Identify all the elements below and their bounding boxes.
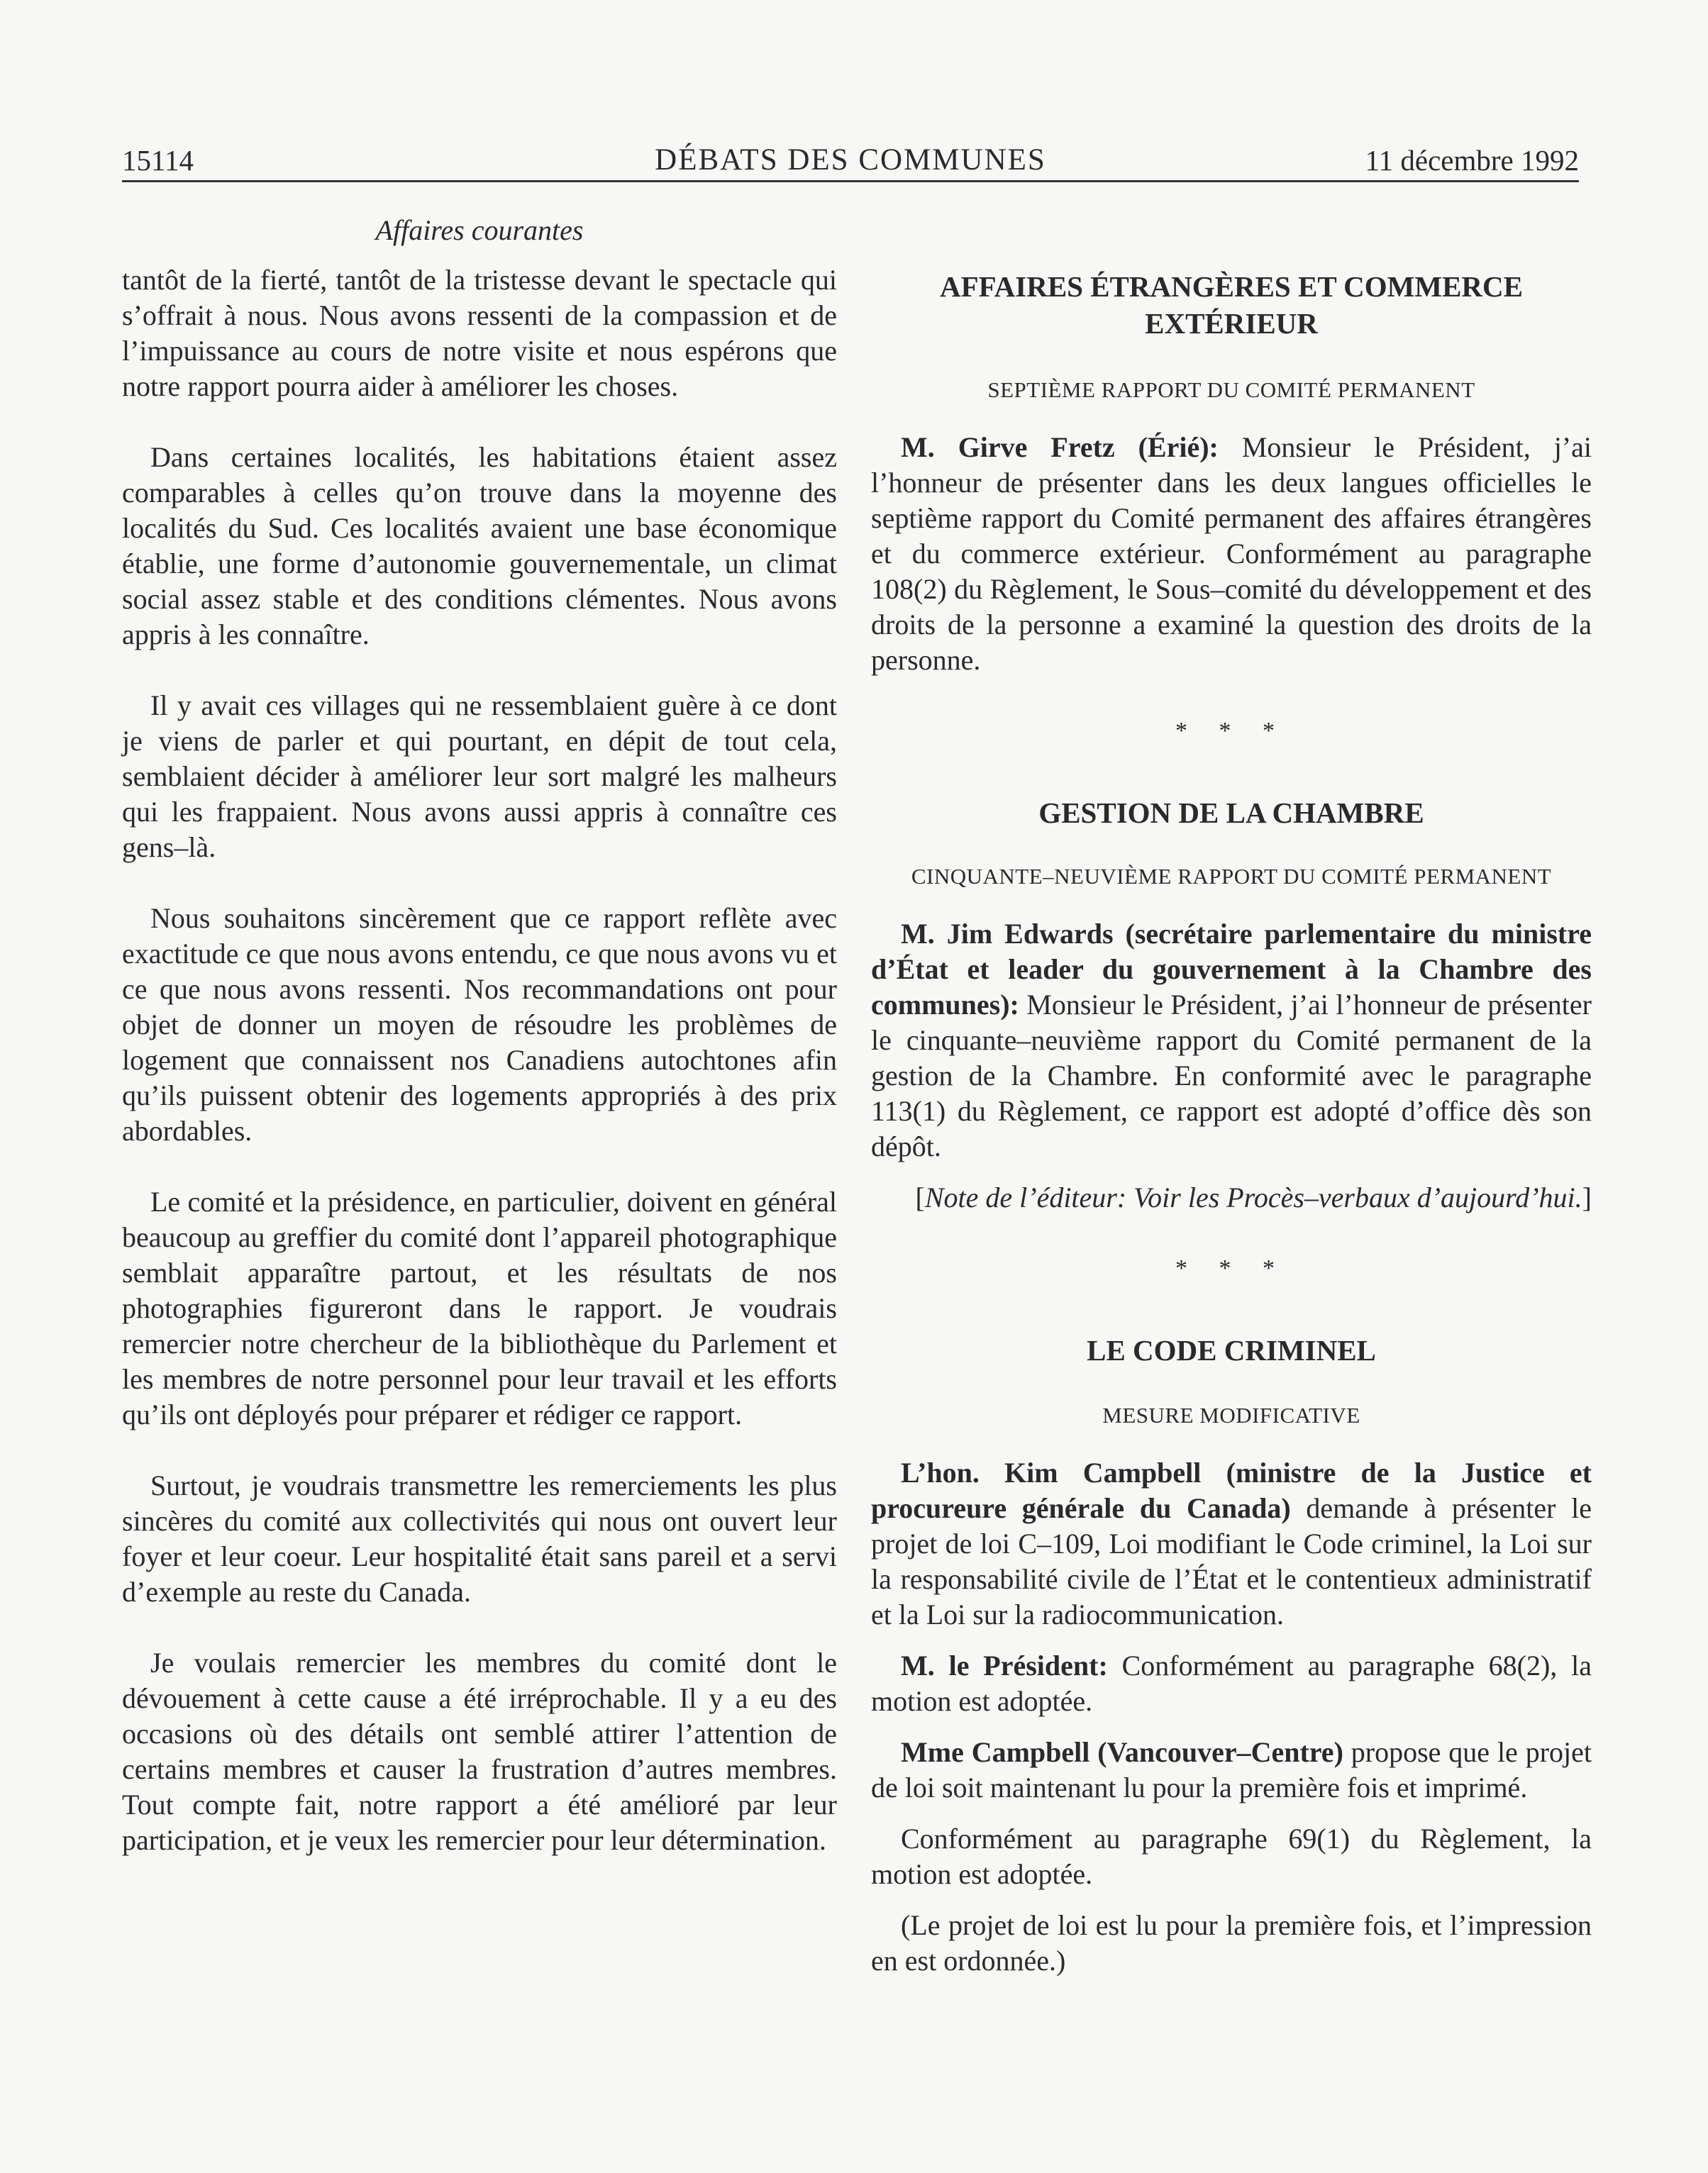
- section-title: LE CODE CRIMINEL: [1087, 1334, 1376, 1367]
- section-subtitle: MESURE MODIFICATIVE: [1102, 1403, 1360, 1428]
- statement-paragraph: [871, 1648, 1592, 1719]
- statement-paragraph: (Le projet de loi est lu pour la première fois, et l’impression en est ordonnée.): [871, 1909, 1592, 1977]
- note-bracket-close: ]: [1582, 1182, 1592, 1213]
- page-header: [122, 139, 1579, 182]
- paragraph: Le comité et la présidence, en particulier, doivent en général beaucoup au greffier du comité dont l’appareil photographique semblait apparaître partout, et les résultats de nos photographies figureront dans le rapport. Je voudrais remercier notre chercheur de la bibliothèque du Parlement et les membres de notre personnel pour leur travail et les efforts qu’ils ont déployés pour préparer et rédiger ce rapport.: [122, 1186, 837, 1430]
- statement-text: demande à présenter le projet de loi C–109, Loi modifiant le Code criminel, la Loi sur la responsabilité civile de l’État et le contentieux administratif et la Loi sur la radiocommunication.: [871, 1492, 1592, 1630]
- header-rule: [122, 180, 1579, 182]
- speaker-name: M. le Président:: [901, 1650, 1108, 1682]
- section-title: AFFAIRES ÉTRANGÈRES ET COMMERCE EXTÉRIEUR: [939, 270, 1523, 340]
- paragraph: Je voulais remercier les membres du comité dont le dévouement à cette cause a été irréprochable. Il y a eu des occasions où des détails ont semblé attirer l’attention de certains membres et causer la frustration d’autres membres. Tout compte fait, notre rapport a été amélioré par leur participation, et je veux les remercier pour leur détermination.: [122, 1647, 837, 1856]
- section-separator: * * *: [1175, 718, 1287, 744]
- statement-paragraph: [871, 916, 1592, 1165]
- publication-date: 11 décembre 1992: [1365, 144, 1579, 177]
- statement-paragraph: [871, 430, 1592, 678]
- paragraph: Il y avait ces villages qui ne ressemblaient guère à ce dont je viens de parler et qui pourtant, en dépit de tout cela, semblaient décider à améliorer leur sort malgré les malheurs qui les frappaient. Nous avons aussi appris à connaître ces gens–là.: [122, 689, 837, 863]
- statement-paragraph: [871, 1455, 1592, 1633]
- paragraph: Dans certaines localités, les habitations étaient assez comparables à celles qu’on trouve dans la moyenne des localités du Sud. Ces localités avaient une base économique établie, une forme d’autonomie gouvernementale, un climat social assez stable et des conditions clémentes. Nous avons appris à les connaître.: [122, 441, 837, 650]
- editor-note: [871, 1180, 1592, 1216]
- speaker-name: M. Jim Edwards (secrétaire parlementaire du ministre d’État et leader du gouvernement à la Chambre des communes):: [871, 918, 1592, 1021]
- speaker-name: Mme Campbell (Vancouver–Centre): [901, 1736, 1343, 1768]
- statement-paragraph: Conformément au paragraphe 69(1) du Règlement, la motion est adoptée.: [871, 1823, 1592, 1890]
- running-head: Affaires courantes: [375, 214, 584, 246]
- speaker-name: M. Girve Fretz (Érié):: [901, 431, 1219, 463]
- statement-text: Monsieur le Président, j’ai l’honneur de présenter le cinquante–neuvième rapport du Comité permanent de la gestion de la Chambre. En conformité avec le paragraphe 113(1) du Règlement, ce rapport est adopté d’office dès son dépôt.: [871, 989, 1592, 1162]
- statement-text: Conformément au paragraphe 68(2), la motion est adoptée.: [871, 1650, 1592, 1717]
- section-separator: * * *: [1175, 1255, 1287, 1282]
- speaker-name: L’hon. Kim Campbell (ministre de la Justice et procureure générale du Canada): [871, 1457, 1592, 1524]
- page-number: 15114: [122, 144, 194, 177]
- statement-paragraph: [871, 1735, 1592, 1806]
- statement-text: propose que le projet de loi soit maintenant lu pour la première fois et imprimé.: [871, 1736, 1592, 1804]
- statement-text: Monsieur le Président, j’ai l’honneur de présenter dans les deux langues officielles le septième rapport du Comité permanent des affaires étrangères et du commerce extérieur. Conformément au paragraphe 108(2) du Règlement, le Sous–comité du développement et des droits de la personne a examiné la question des droits de la personne.: [871, 431, 1592, 676]
- note-bracket-open: [: [915, 1182, 925, 1213]
- section-title: GESTION DE LA CHAMBRE: [1038, 796, 1424, 829]
- right-column: [871, 213, 1592, 1994]
- paragraph: Surtout, je voudrais transmettre les remerciements les plus sincères du comité aux collectivités qui nous ont ouvert leur foyer et leur coeur. Leur hospitalité était sans pareil et a servi d’exemple au reste du Canada.: [122, 1469, 837, 1608]
- publication-title: DÉBATS DES COMMUNES: [655, 143, 1046, 177]
- section-subtitle: CINQUANTE–NEUVIÈME RAPPORT DU COMITÉ PERMANENT: [911, 864, 1552, 889]
- editor-note-text: Note de l’éditeur: Voir les Procès–verbaux d’aujourd’hui.: [924, 1182, 1582, 1213]
- section-subtitle: SEPTIÈME RAPPORT DU COMITÉ PERMANENT: [987, 377, 1475, 402]
- paragraph: tantôt de la fierté, tantôt de la tristesse devant le spectacle qui s’offrait à nous. Nous avons ressenti de la compassion et de l’impuissance au cours de notre visite et nous espérons que notre rapport pourra aider à améliorer les choses.: [122, 264, 837, 402]
- paragraph: Nous souhaitons sincèrement que ce rapport reflète avec exactitude ce que nous avons entendu, ce que nous avons vu et ce que nous avons ressenti. Nos recommandations ont pour objet de donner un moyen de résoudre les problèmes de logement que connaissent nos Canadiens autochtones afin qu’ils puissent obtenir des logements appropriés à des prix abordables.: [122, 902, 837, 1147]
- left-column: [122, 213, 837, 1894]
